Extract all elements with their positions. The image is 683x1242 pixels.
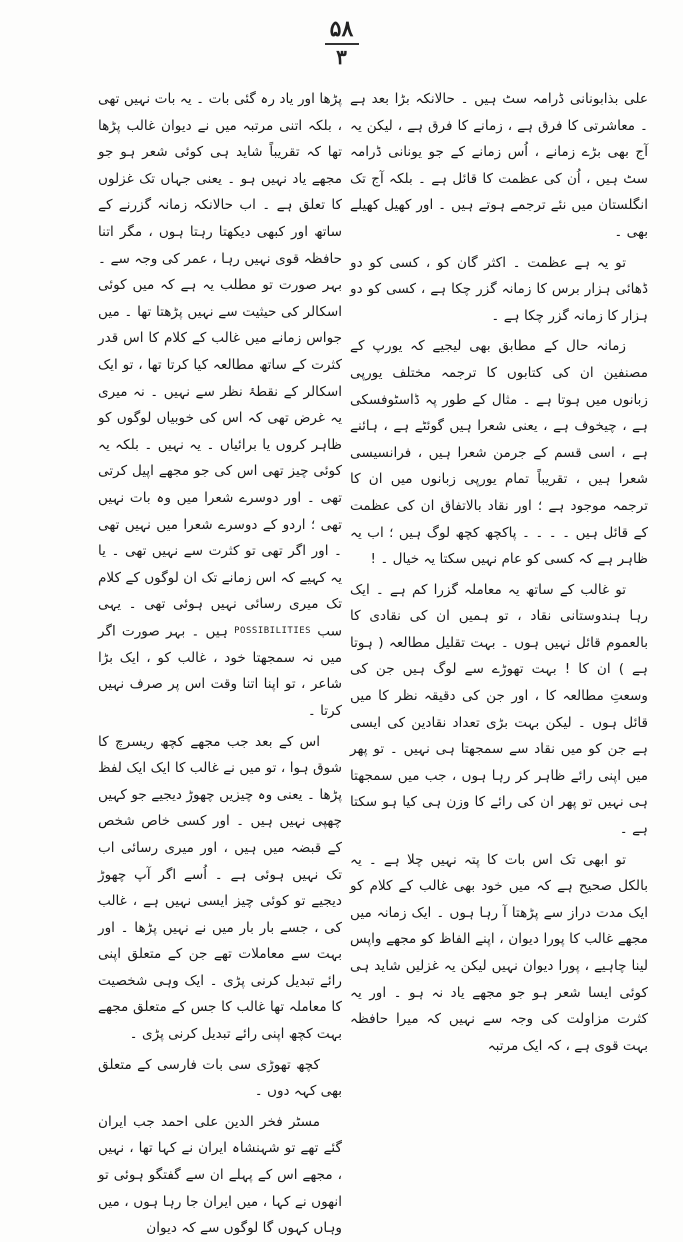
right-paragraph-3: زمانہ حال کے مطابق بھی لیجیے کہ یورپ کے مصنفین ان کی کتابوں کا ترجمہ مختلف یورپی زبانوں میں ہوتا ہے ۔ مثال کے طور پہ ڈاسٹوفسکی ہے ، چیخوف ہے ، یعنی شعرا ہیں گوئٹے ہے ، ہائنے ہے ، اسی قسم کے جرمن شعرا ہیں ، فرانسیسی شعرا ہیں ، تقریباً تمام یورپی زبانوں میں ان کا ترجمہ موجود ہے ؛ اور نقاد بالاتفاق ان کی عظمت کے قائل ہیں ۔ ۔ ۔ ۔ پاکچھ کچھ لوگ ہیں ؛ اب یہ ظاہر ہے کہ کسی کو عام نہیں سکتا یہ خیال ۔ ! xyxy=(350,338,648,568)
right-paragraph-5: تو ابھی تک اس بات کا پتہ نہیں چلا ہے ۔ یہ بالکل صحیح ہے کہ میں خود بھی غالب کے کلام کو ایک مدت دراز سے پڑھتا آ رہا ہوں ۔ ایک زمانہ میں مجھے غالب کا پورا دیوان ، اپنے الفاظ کو مجھے واپس لینا چاہیے ، پورا دیوان نہیں لیکن یہ غزلیں شاید ہی کوئی ایسا شعر ہو جو مجھے یاد نہ ہو ۔ اور یہ کثرت مزاولت کی وجہ سے نہیں کہ میرا حافظہ بہت قوی ہے ، کہ ایک مرتبہ xyxy=(350,851,648,1054)
page-number xyxy=(0,18,683,67)
left-paragraph-1-text: پڑھا اور یاد رہ گئی بات ۔ یہ بات نہیں تھی ، بلکہ اتنی مرتبہ میں نے دیوان غالب پڑھا تھا کہ تقریباً شاید ہی کوئی شعر ہو جو مجھے یاد نہیں ہو ۔ یعنی جہاں تک غزلوں کا تعلق ہے ۔ اب حالانکہ زمانہ گزرنے کے ساتھ اور کبھی دیکھتا رہتا ہوں ، مگر اتنا حافظہ قوی نہیں رہا ، عمر کی وجہ سے ۔ بہر صورت تو مطلب یہ ہے کہ میں کوئی اسکالر کی حیثیت سے نہیں پڑھتا تھا ۔ میں جواس زمانے میں غالب کے کلام کا اس قدر کثرت کے ساتھ مطالعہ کیا کرتا تھا ، تو ایک اسکالر کے نقطۂ نظر سے نہیں ۔ نہ میری یہ غرض تھی کہ اس کی خوبیاں لوگوں کو ظاہر کروں یا برائیاں ۔ یہ نہیں ۔ بلکہ یہ کوئی چیز تھی اس کی جو مجھے اپیل کرتی تھی ۔ اور دوسرے شعرا میں وہ بات نہیں تھی ؛ اردو کے دوسرے شعرا میں نہیں تھی ۔ اور اگر تھی تو کثرت سے نہیں تھی ۔ یا یہ کہیے کہ اس زمانے تک ان لوگوں کے کلام تک میری رسائی نہیں ہوئی تھی ۔ یہی سب xyxy=(98,91,343,640)
page-number-bottom: ۳ xyxy=(336,45,347,69)
left-paragraph-4: مسٹر فخر الدین علی احمد جب ایران گئے تھے تو شہنشاہ ایران نے کہا تھا ، نہیں ، مجھے اس کے پہلے ان سے گفتگو ہوئی تو انھوں نے کہا ، میں ایران جا رہا ہوں ، میں وہاں کہوں گا لوگوں سے کہ دیوان xyxy=(98,1113,342,1237)
right-column xyxy=(350,86,648,1059)
left-paragraph-3: کچھ تھوڑی سی بات فارسی کے متعلق بھی کہہ دوں ۔ xyxy=(98,1056,342,1100)
right-paragraph-2: تو یہ ہے عظمت ۔ اکثر گان کو ، کسی کو دو ڈھائی ہزار برس کا زمانہ گزر چکا ہے ، کسی کو دو ہزار کا زمانہ گزر چکا ہے ۔ xyxy=(350,254,648,324)
right-paragraph-4: تو غالب کے ساتھ یہ معاملہ گزرا کم ہے ۔ ایک رہا ہندوستانی نقاد ، تو ہمیں ان کی نقادی کا بالعموم قائل نہیں ہوں ۔ بہت تقلیل مطالعہ ( ہوتا ہے ) ان کا ! بہت تھوڑے سے لوگ ہیں جن کی وسعتِ مطالعہ کا ، اور جن کی دقیقہ نظر کا میں قائل ہوں ۔ لیکن بہت بڑی تعداد نقادین کی ایسی ہے جن کو میں نقاد سے سمجھتا ہی نہیں ۔ تو پھر میں اپنی رائے ظاہر کر رہا ہوں ، جب میں سمجھتا ہی نہیں تو پھر ان کی رائے کا وزن ہی کیا ہو سکتا ہے ۔ xyxy=(350,581,648,838)
left-paragraph-1-end: ہیں ۔ بہر صورت اگر میں نہ سمجھتا خود ، غالب کو ، ایک بڑا شاعر ، تو اپنا اتنا وقت اس پر صرف نہیں کرتا ۔ xyxy=(98,623,342,719)
left-paragraph-2: اس کے بعد جب مجھے کچھ ریسرچ کا شوق ہوا ، تو میں نے غالب کا ایک ایک لفظ پڑھا ۔ یعنی وہ چیزیں چھوڑ دیجیے جو کہیں چھپی نہیں ہیں ۔ اور کسی خاص شخص کے قبضہ میں ہیں ، اور میری رسائی اب تک نہیں ہوئی ہے ۔ اُسے اگر آپ چھوڑ دیجیے تو کوئی چیز ایسی نہیں ہے ، غالب کی ، جسے بار بار میں نے نہیں پڑھا ۔ اور بہت سے معاملات تھے جن کے متعلق اپنی رائے تبدیل کرنی پڑی ۔ ایک وہی شخصیت کا معاملہ تھا غالب کا جس کے متعلق مجھے بہت کچھ اپنی رائے تبدیل کرنی پڑی ۔ xyxy=(98,733,342,1043)
page-number-top: ۵۸ xyxy=(329,16,354,42)
right-paragraph-1: علی بذابونانی ڈرامہ سٹ ہیں ۔ حالانکہ بڑا بعد ہے ۔ معاشرتی کا فرق ہے ، زمانے کا فرق ہے ، لیکن یہ آج بھی بڑے زمانے ، اُس زمانے کے جو یونانی ڈرامہ سٹ ہیں ، اُن کی عظمت کا قائل ہے ۔ بلکہ آج تک انگلستان میں نئے ترجمے ہوتے ہیں ۔ اور کھیل کھیلے بھی ۔ xyxy=(350,91,648,240)
latin-word: POSSIBILITIES xyxy=(234,625,312,636)
left-column xyxy=(98,86,342,1242)
left-paragraph-1 xyxy=(98,86,342,725)
